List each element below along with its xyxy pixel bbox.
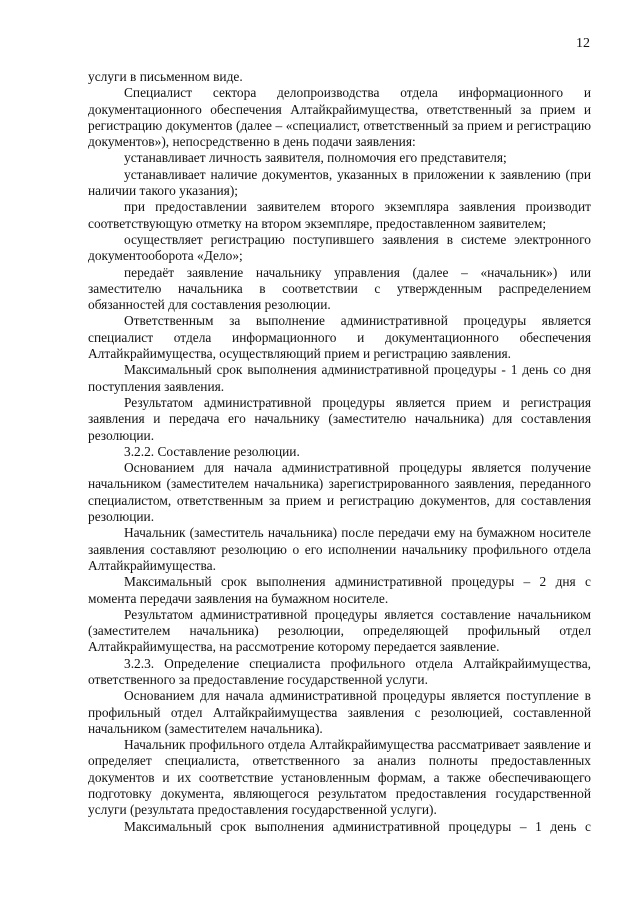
paragraph-head-resolution: Начальник (заместитель начальника) после передачи ему на бумажном носителе заявления составляют резолюцию о его исполнении начальнику профильного отдела Алтайкрайимущества.: [88, 525, 591, 573]
paragraph-specialist-responsible: Специалист сектора делопроизводства отдела информационного и документационного обеспечения Алтайкрайимущества, ответственный за прием и регистрацию документов (далее – «специалист, ответственный за прием и регистрацию документов»), непосредственно в день подачи заявления:: [88, 85, 591, 150]
paragraph-basis-3: Основанием для начала административной процедуры является поступление в профильный отдел Алтайкрайимущества заявления с резолюцией, составленной начальником (заместителем начальника).: [88, 688, 591, 736]
paragraph-basis-2: Основанием для начала административной процедуры является получение начальником (заместителем начальника) зарегистрированного заявления, переданного специалистом, ответственным за прием и регистрацию документов, для составления резолюции.: [88, 460, 591, 525]
paragraph-department-head: Начальник профильного отдела Алтайкрайимущества рассматривает заявление и определяет специалиста, ответственного за анализ полноты предоставленных документов и их соответствие установленным формам, а также обеспечивающего подготовку документа, являющегося результатом предоставления государственной услуги (результата предоставления государственной услуги).: [88, 737, 591, 818]
section-heading-3-2-2: 3.2.2. Составление резолюции.: [124, 443, 300, 459]
document-body: [88, 69, 591, 835]
paragraph-max-term-3: Максимальный срок выполнения административной процедуры – 1 день с: [124, 818, 591, 834]
paragraph-result-2: Результатом административной процедуры является составление начальником (заместителем начальника) резолюции, определяющей профильный отдел Алтайкрайимущества, на рассмотрение которому передается заявление.: [88, 606, 591, 655]
paragraph-responsible-executor: Ответственным за выполнение административной процедуры является специалист отдела информационного и документационного обеспечения Алтайкрайимущества, осуществляющий прием и регистрацию заявления.: [88, 313, 591, 362]
paragraph-identity-check: устанавливает личность заявителя, полномочия его представителя;: [124, 150, 507, 166]
paragraph-second-copy: при предоставлении заявителем второго экземпляра заявления производит соответствующую отметку на втором экземпляре, предоставленном заявителем;: [88, 199, 591, 231]
paragraph-max-term-1: Максимальный срок выполнения административной процедуры - 1 день со дня поступления заявления.: [88, 362, 591, 394]
paragraph-result-1: Результатом административной процедуры является прием и регистрация заявления и передача его начальнику (заместителю начальника) для составления резолюции.: [88, 394, 591, 443]
paragraph-max-term-2: Максимальный срок выполнения административной процедуры – 2 дня с момента передачи заявления на бумажном носителе.: [88, 574, 591, 606]
paragraph-documents-check: устанавливает наличие документов, указанных в приложении к заявлению (при наличии такого указания);: [88, 166, 591, 199]
page-number: 12: [576, 36, 590, 51]
section-heading-3-2-3: 3.2.3. Определение специалиста профильного отдела Алтайкрайимущества, ответственного за предоставление государственной услуги.: [88, 655, 591, 687]
paragraph-transfer-to-head: передаёт заявление начальнику управления (далее – «начальник») или заместителю начальника в соответствии с утвержденным распределением обязанностей для составления резолюции.: [88, 264, 591, 313]
paragraph-continuation: услуги в письменном виде.: [88, 69, 243, 84]
paragraph-registration: осуществляет регистрацию поступившего заявления в системе электронного документооборота «Дело»;: [88, 231, 591, 264]
